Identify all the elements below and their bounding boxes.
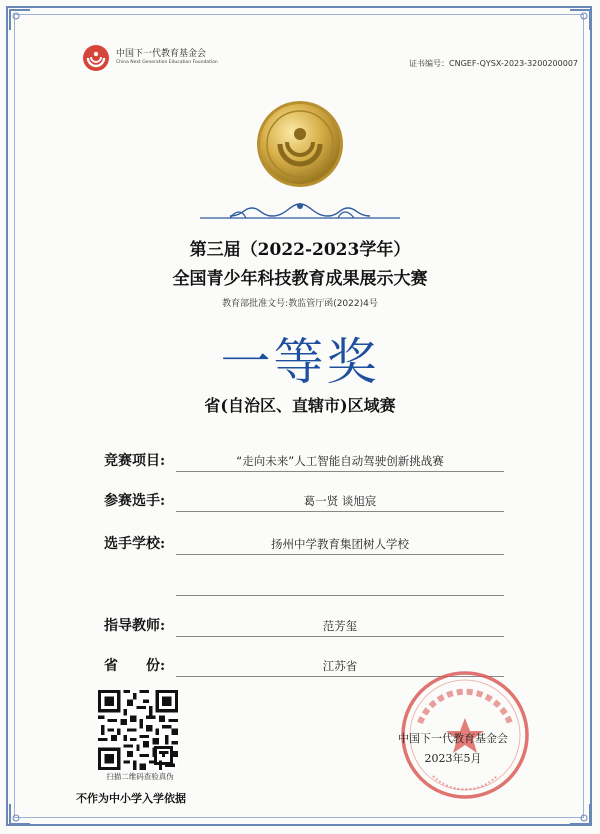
issuer-name: 中国下一代教育基金会 [398, 732, 508, 745]
corner-ornament-icon [8, 802, 32, 826]
field-value: 扬州中学教育集团树人学校 [271, 537, 409, 551]
admission-notice: 不作为中小学入学依据 [76, 792, 186, 805]
field-value: 葛一贤 谈旭宸 [303, 494, 377, 508]
foundation-name-en: China Next Generation Education Foundation [116, 60, 218, 66]
corner-ornament-icon [8, 8, 32, 32]
gold-medal-icon [256, 100, 344, 188]
corner-ornament-icon [568, 802, 592, 826]
field-value: “走向未来”人工智能自动驾驶创新挑战赛 [236, 454, 444, 468]
field-label: 选手学校: [104, 536, 166, 552]
competition-edition: 第三届（2022-2023学年） [189, 240, 411, 260]
field-underline [176, 471, 504, 472]
field-value: 江苏省 [322, 659, 358, 673]
field-label: 参赛选手: [104, 493, 166, 509]
field-value: 范芳玺 [322, 619, 358, 633]
foundation-logo-icon [82, 44, 110, 72]
foundation-name-cn: 中国下一代教育基金会 [116, 49, 207, 60]
certificate-number: 证书编号：CNGEF-QYSX-2023-3200200007 [409, 59, 578, 68]
foundation-logo [82, 44, 218, 72]
field-label: 竞赛项目: [104, 453, 166, 469]
field-underline [176, 511, 504, 512]
field-project [104, 452, 504, 474]
corner-ornament-icon [568, 8, 592, 32]
award-level: 一等奖 [220, 333, 380, 391]
field-label: 指导教师: [104, 618, 166, 634]
flourish-divider-icon [190, 196, 410, 226]
competition-round: 省(自治区、直辖市)区域赛 [204, 396, 396, 415]
competition-title: 全国青少年科技教育成果展示大赛 [172, 269, 428, 289]
field-underline [176, 595, 504, 596]
field-label: 省 份: [104, 658, 166, 674]
verification-qr-code[interactable] [98, 690, 178, 770]
field-blank [104, 576, 504, 598]
issue-date: 2023年5月 [424, 752, 482, 765]
approval-number: 教育部批准文号:教监管厅函(2022)4号 [222, 299, 378, 309]
field-players [104, 492, 504, 514]
field-underline [176, 636, 504, 637]
qr-caption: 扫描二维码查验真伪 [106, 772, 174, 781]
field-teacher [104, 617, 504, 639]
field-school [104, 535, 504, 557]
field-underline [176, 554, 504, 555]
